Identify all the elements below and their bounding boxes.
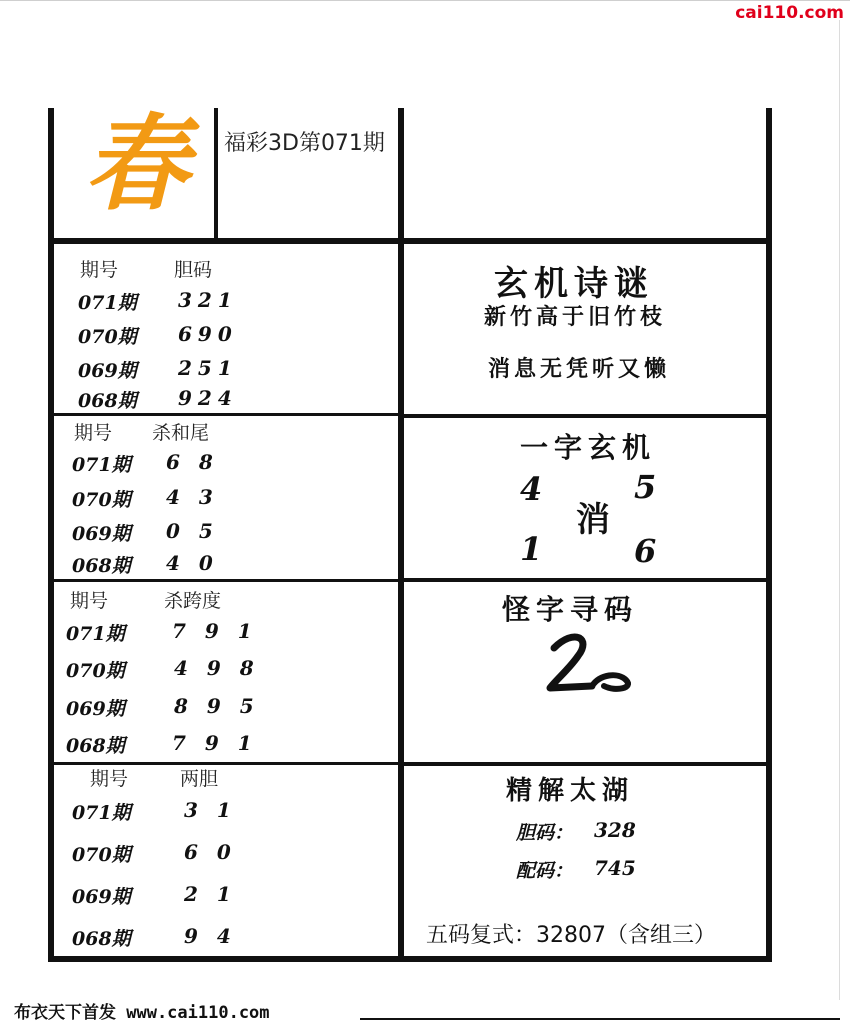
one-char-title: 一字玄机 <box>520 431 657 464</box>
divider-h-right-3 <box>404 762 772 766</box>
taihu-dan-label: 胆码： <box>516 822 574 844</box>
divider-h-top <box>54 238 772 244</box>
divider-h-left-2 <box>54 579 400 582</box>
liangdan-row-issue: 071期 <box>72 802 131 824</box>
hewei-row-value: 4 3 <box>166 485 219 509</box>
lottery-sheet <box>48 102 772 962</box>
poem-line-2: 消息无凭听又懒 <box>488 356 671 382</box>
taihu-wuma-note: （含组三） <box>606 923 717 948</box>
liangdan-row-value: 9 4 <box>184 924 237 948</box>
dan-row-value: 251 <box>178 356 238 380</box>
right-border <box>839 20 840 1000</box>
kuadu-row-issue: 068期 <box>66 735 125 757</box>
strange-char-title: 怪字寻码 <box>502 593 639 626</box>
hewei-row-issue: 071期 <box>72 454 131 476</box>
hewei-row-value: 6 8 <box>166 450 219 474</box>
hewei-row-value: 4 0 <box>166 551 219 575</box>
divider-h-right-2 <box>404 578 772 582</box>
divider-v-main <box>398 108 404 956</box>
dan-row-issue: 071期 <box>78 292 137 314</box>
liangdan-row-value: 3 1 <box>184 798 237 822</box>
site-link[interactable]: cai110.com <box>735 3 844 23</box>
liangdan-header-value: 两胆 <box>180 768 219 790</box>
taihu-dan-value: 328 <box>594 818 636 842</box>
kuadu-header-issue: 期号 <box>70 590 109 612</box>
divider-v-spring <box>214 108 218 240</box>
poem-title: 玄机诗谜 <box>494 264 654 304</box>
taihu-wuma-value: 32807 <box>536 923 607 948</box>
divider-h-left-1 <box>54 413 400 416</box>
liangdan-row-value: 2 1 <box>184 882 237 906</box>
dan-row-issue: 068期 <box>78 390 137 412</box>
issue-title: 福彩3D第071期 <box>224 131 385 156</box>
top-border <box>0 0 850 1</box>
footer-line <box>360 1018 840 1020</box>
one-char-bottom-right: 6 <box>634 532 657 570</box>
kuadu-row-value: 4 9 8 <box>174 656 260 680</box>
taihu-pei-value: 745 <box>594 856 636 880</box>
kuadu-row-issue: 071期 <box>66 623 125 645</box>
liangdan-row-issue: 070期 <box>72 844 131 866</box>
one-char-top-right: 5 <box>634 468 657 506</box>
hewei-row-value: 0 5 <box>166 519 219 543</box>
dan-row-issue: 069期 <box>78 360 137 382</box>
strange-char-glyph <box>544 628 644 698</box>
taihu-wuma <box>426 918 716 949</box>
one-char-top-left: 4 <box>520 470 543 508</box>
kuadu-row-value: 8 9 5 <box>174 694 260 718</box>
kuadu-row-value: 7 9 1 <box>172 731 258 755</box>
footer-text: 布衣天下首发 www.cai110.com <box>14 1003 270 1022</box>
liangdan-row-issue: 068期 <box>72 928 131 950</box>
poem-line-1: 新竹高于旧竹枝 <box>484 304 667 330</box>
one-char-center: 消 <box>576 500 616 540</box>
one-char-bottom-left: 1 <box>520 530 543 568</box>
taihu-title: 精解太湖 <box>506 776 635 806</box>
divider-h-right-1 <box>404 414 772 418</box>
liangdan-row-issue: 069期 <box>72 886 131 908</box>
spring-character: 春 <box>84 102 189 225</box>
hewei-row-issue: 068期 <box>72 555 131 577</box>
taihu-wuma-label: 五码复式： <box>426 923 537 948</box>
hewei-header-value: 杀和尾 <box>152 422 210 444</box>
dan-header-value: 胆码 <box>174 259 213 281</box>
kuadu-row-issue: 069期 <box>66 698 125 720</box>
dan-row-value: 321 <box>178 288 238 312</box>
kuadu-header-value: 杀跨度 <box>164 590 222 612</box>
dan-row-value: 924 <box>178 386 238 410</box>
hewei-row-issue: 069期 <box>72 523 131 545</box>
taihu-pei-label: 配码： <box>516 860 574 882</box>
dan-row-value: 690 <box>178 322 238 346</box>
hewei-header-issue: 期号 <box>74 422 113 444</box>
hewei-row-issue: 070期 <box>72 489 131 511</box>
dan-row-issue: 070期 <box>78 326 137 348</box>
dan-header-issue: 期号 <box>80 259 119 281</box>
kuadu-row-value: 7 9 1 <box>172 619 258 643</box>
liangdan-row-value: 6 0 <box>184 840 237 864</box>
kuadu-row-issue: 070期 <box>66 660 125 682</box>
liangdan-header-issue: 期号 <box>90 768 129 790</box>
